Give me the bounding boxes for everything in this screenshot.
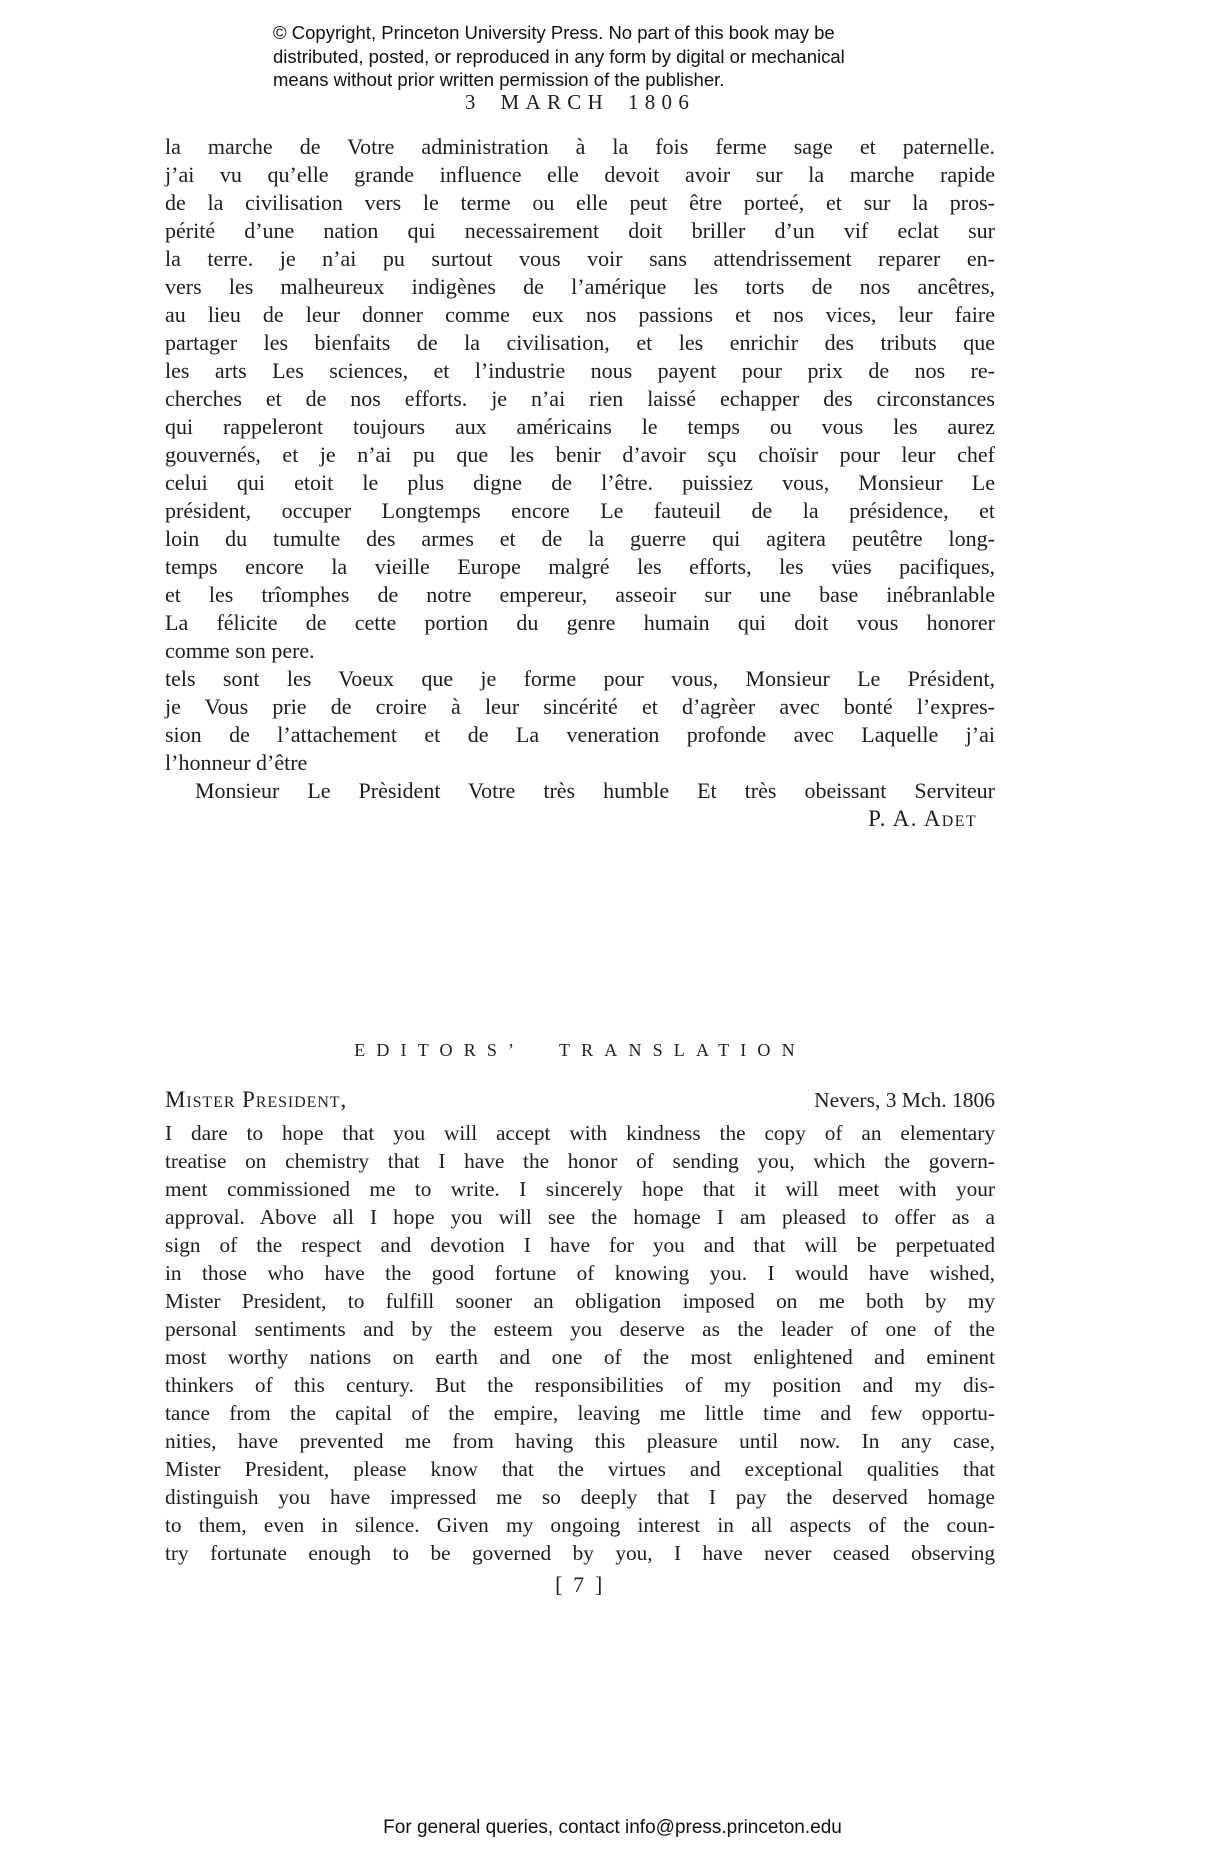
salutation: Mister President, xyxy=(165,1087,348,1112)
letter-line: de la civilisation vers le terme ou elle peut être porteé, et sur la pros- xyxy=(165,190,995,215)
copyright-line-3: means without prior written permission of the publisher. xyxy=(273,69,725,90)
letter-line: comme son pere. xyxy=(165,638,315,663)
salutation-row xyxy=(165,1087,995,1117)
letter-signature: P. A. Adet xyxy=(868,806,977,831)
letter-line: les arts Les sciences, et l’industrie nous payent pour prix de nos re- xyxy=(165,358,995,383)
letter-line: vers les malheureux indigènes de l’amérique les torts de nos ancêtres, xyxy=(165,274,995,299)
french-letter xyxy=(165,133,995,833)
letter-line: La félicite de cette portion du genre humain qui doit vous honorer xyxy=(165,610,995,635)
letter-line: périté d’une nation qui necessairement doit briller d’un vif eclat sur xyxy=(165,218,995,243)
letter-line: celui qui etoit le plus digne de l’être. puissiez vous, Monsieur Le xyxy=(165,470,995,495)
footer-contact: For general queries, contact info@press.princeton.edu xyxy=(383,1817,842,1838)
letter-line: cherches et de nos efforts. je n’ai rien laissé echapper des circonstances xyxy=(165,386,995,411)
dateline: Nevers, 3 Mch. 1806 xyxy=(814,1088,995,1112)
translation-line: I dare to hope that you will accept with kindness the copy of an elementary xyxy=(165,1121,995,1145)
copyright-notice xyxy=(273,21,973,92)
letter-line: au lieu de leur donner comme eux nos passions et nos vices, leur faire xyxy=(165,302,995,327)
letter-line: j’ai vu qu’elle grande influence elle devoit avoir sur la marche rapide xyxy=(165,162,995,187)
translation-line: approval. Above all I hope you will see the homage I am pleased to offer as a xyxy=(165,1205,995,1229)
translation-line: treatise on chemistry that I have the honor of sending you, which the govern- xyxy=(165,1149,995,1173)
translation-line: sign of the respect and devotion I have for you and that will be perpetuated xyxy=(165,1233,995,1257)
letter-line: qui rappeleront toujours aux américains le temps ou vous les aurez xyxy=(165,414,995,439)
translation-line: thinkers of this century. But the responsibilities of my position and my dis- xyxy=(165,1373,995,1397)
letter-line: et les trîomphes de notre empereur, asseoir sur une base inébranlable xyxy=(165,582,995,607)
translation-line: most worthy nations on earth and one of the most enlightened and eminent xyxy=(165,1345,995,1369)
letter-line: tels sont les Voeux que je forme pour vous, Monsieur Le Président, xyxy=(165,666,995,691)
letter-line: je Vous prie de croire à leur sincérité et d’agrèer avec bonté l’expres- xyxy=(165,694,995,719)
translation-line: nities, have prevented me from having this pleasure until now. In any case, xyxy=(165,1429,995,1453)
translation-line: to them, even in silence. Given my ongoing interest in all aspects of the coun- xyxy=(165,1513,995,1537)
letter-closing: Monsieur Le Prèsident Votre très humble Et très obeissant Serviteur xyxy=(195,778,995,803)
copyright-line-1: © Copyright, Princeton University Press. No part of this book may be xyxy=(273,22,835,43)
letter-line: temps encore la vieille Europe malgré les efforts, les vües pacifiques, xyxy=(165,554,995,579)
french-letter-lines xyxy=(165,133,995,777)
translation-line: distinguish you have impressed me so deeply that I pay the deserved homage xyxy=(165,1485,995,1509)
translation-line: personal sentiments and by the esteem you deserve as the leader of one of the xyxy=(165,1317,995,1341)
translation-line: ment commissioned me to write. I sincerely hope that it will meet with your xyxy=(165,1177,995,1201)
letter-line: partager les bienfaits de la civilisation, et les enrichir des tributs que xyxy=(165,330,995,355)
date-heading: 3 MARCH 1806 xyxy=(464,90,696,114)
letter-line: loin du tumulte des armes et de la guerre qui agitera peutêtre long- xyxy=(165,526,995,551)
editors-translation-heading: EDITORS’ TRANSLATION xyxy=(354,1040,806,1060)
letter-line: la terre. je n’ai pu surtout vous voir sans attendrissement reparer en- xyxy=(165,246,995,271)
translation-line: in those who have the good fortune of knowing you. I would have wished, xyxy=(165,1261,995,1285)
copyright-line-2: distributed, posted, or reproduced in any form by digital or mechanical xyxy=(273,45,845,67)
translation-line: tance from the capital of the empire, leaving me little time and few opportu- xyxy=(165,1401,995,1425)
letter-line: gouvernés, et je n’ai pu que les benir d’avoir sçu choïsir pour leur chef xyxy=(165,442,995,467)
letter-line: président, occuper Longtemps encore Le fauteuil de la présidence, et xyxy=(165,498,995,523)
translation-line: Mister President, please know that the virtues and exceptional qualities that xyxy=(165,1457,995,1481)
translation-line: try fortunate enough to be governed by you, I have never ceased observing xyxy=(165,1541,995,1565)
letter-line: la marche de Votre administration à la fois ferme sage et paternelle. xyxy=(165,134,995,159)
translation-line: Mister President, to fulfill sooner an obligation imposed on me both by my xyxy=(165,1289,995,1313)
letter-line: sion de l’attachement et de La veneration profonde avec Laquelle j’ai xyxy=(165,722,995,747)
translation-paragraph xyxy=(165,1119,995,1567)
letter-line: l’honneur d’être xyxy=(165,750,308,775)
page-number: [ 7 ] xyxy=(555,1572,605,1597)
